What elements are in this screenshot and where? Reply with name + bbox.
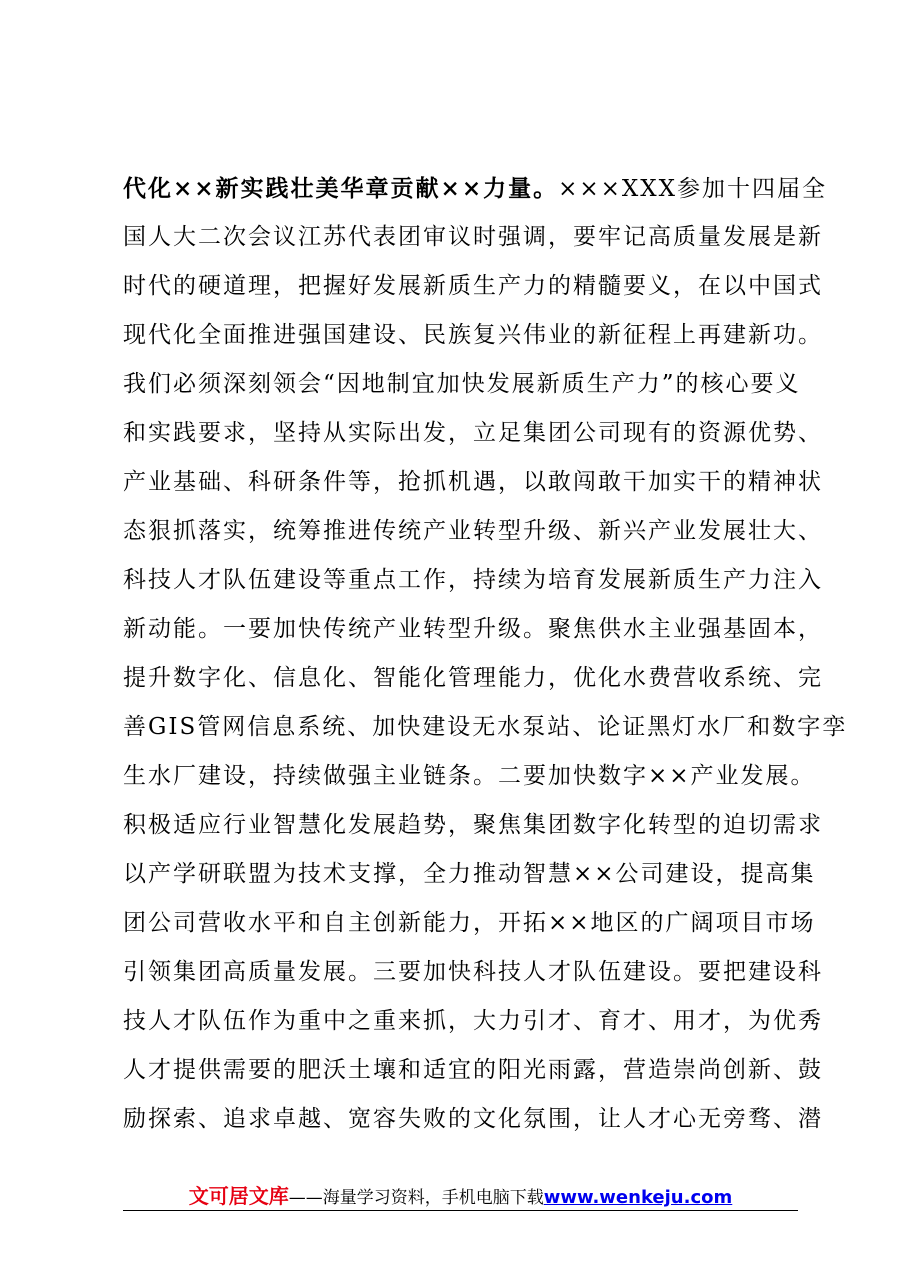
- line-text: 生水厂建设，持续做强主业链条。二要加快数字××产业发展。: [123, 763, 816, 789]
- line-text: 现代化全面推进强国建设、民族复兴伟业的新征程上再建新功。: [123, 322, 823, 348]
- text-line: [123, 752, 823, 801]
- footer-banner: [123, 1182, 798, 1210]
- footer-website-link[interactable]: www.wenkeju.com: [543, 1187, 733, 1208]
- line-text: 和实践要求，坚持从实际出发，立足集团公司现有的资源优势、: [123, 420, 823, 446]
- line-text: 技人才队伍作为重中之重来抓，大力引才、育才、用才，为优秀: [123, 1008, 823, 1034]
- line-text: 新动能。一要加快传统产业转型升级。聚焦供水主业强基固本，: [123, 616, 823, 642]
- text-line: [123, 311, 823, 360]
- text-line: [123, 703, 848, 752]
- text-line: [123, 409, 823, 458]
- text-line: [123, 605, 823, 654]
- text-line: [123, 164, 828, 213]
- text-line: [123, 899, 823, 948]
- footer-brand: 文可居文库: [188, 1184, 289, 1208]
- line-text: 励探索、追求卓越、宽容失败的文化氛围，让人才心无旁骛、潜: [123, 1106, 823, 1132]
- line-text: 提升数字化、信息化、智能化管理能力，优化水费营收系统、完: [123, 665, 823, 691]
- bold-lead-text: 代化××新实践壮美华章贡献××力量。: [123, 175, 559, 202]
- text-line: [123, 262, 823, 311]
- line-text: 团公司营收水平和自主创新能力，开拓××地区的广阔项目市场: [123, 910, 816, 936]
- line-text: 科技人才队伍建设等重点工作，持续为培育发展新质生产力注入: [123, 567, 823, 593]
- text-line: [123, 1046, 823, 1095]
- line-text: 国人大二次会议江苏代表团审议时强调，要牢记高质量发展是新: [123, 224, 823, 250]
- text-line: [123, 458, 823, 507]
- line-text: 态狠抓落实，统筹推进传统产业转型升级、新兴产业发展壮大、: [123, 518, 823, 544]
- footer-slogan: ——海量学习资料，手机电脑下载: [288, 1188, 544, 1208]
- text-line: [123, 556, 823, 605]
- text-line: [123, 948, 823, 997]
- text-line: [123, 801, 823, 850]
- line-text: 引领集团高质量发展。三要加快科技人才队伍建设。要把建设科: [123, 959, 823, 985]
- text-line: [123, 507, 823, 556]
- line-text: 善GIS管网信息系统、加快建设无水泵站、论证黑灯水厂和数字孪: [123, 714, 848, 740]
- line-text: 积极适应行业智慧化发展趋势，聚焦集团数字化转型的迫切需求: [123, 812, 823, 838]
- text-line: [123, 654, 823, 703]
- text-line: [123, 850, 823, 899]
- text-line: [123, 213, 823, 262]
- text-line: [123, 997, 823, 1046]
- line-text: 人才提供需要的肥沃土壤和适宜的阳光雨露，营造崇尚创新、鼓: [123, 1057, 823, 1083]
- line-text: 我们必须深刻领会“因地制宜加快发展新质生产力”的核心要义: [123, 371, 801, 397]
- text-line: [123, 360, 823, 409]
- document-body: [123, 164, 848, 1144]
- line-text: 时代的硬道理，把握好发展新质生产力的精髓要义，在以中国式: [123, 273, 823, 299]
- text-line: [123, 1095, 823, 1144]
- line-text: 产业基础、科研条件等，抢抓机遇，以敢闯敢干加实干的精神状: [123, 469, 823, 495]
- footer-divider: [123, 1210, 798, 1211]
- line-text: ×××XXX参加十四届全: [558, 176, 828, 202]
- line-text: 以产学研联盟为技术支撑，全力推动智慧××公司建设，提高集: [123, 861, 816, 887]
